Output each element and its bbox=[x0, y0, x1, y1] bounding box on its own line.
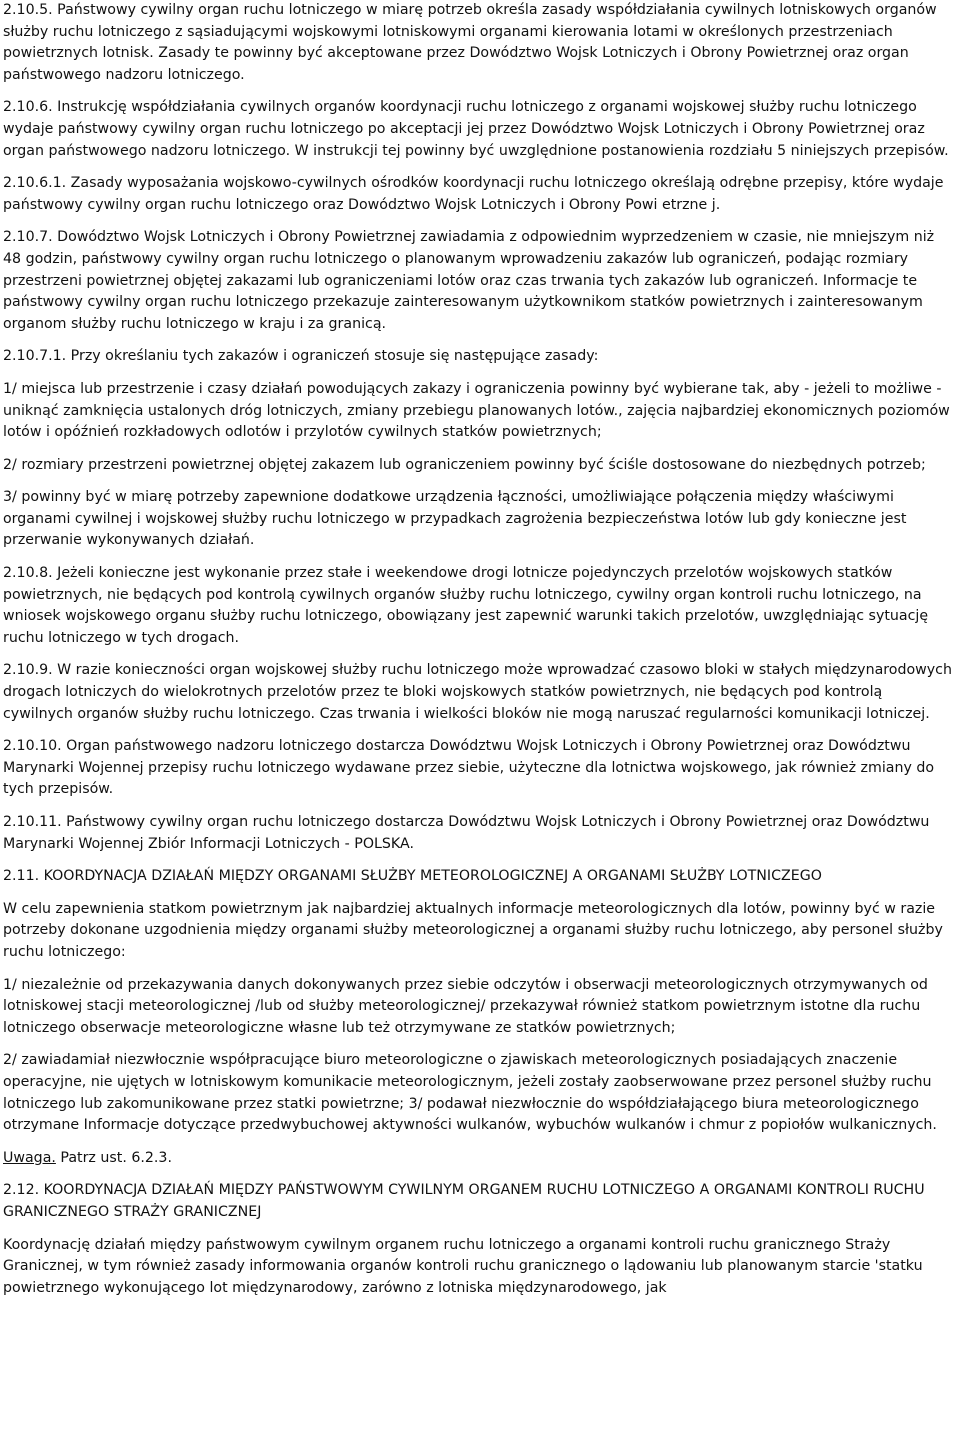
section-2-12-body: Koordynację działań między państwowym cywilnym organem ruchu lotniczego a organami kontroli ruchu granicznego Straży Granicznej, w tym również zasady informowania organów kontroli ruchu granicznego o lądowaniu lub planowanym starcie 'statku powietrznego wykonującego lot międzynarodowy, zarówno z lotniska międzynarodowego, jak bbox=[3, 1236, 923, 1296]
meteo-item-2: 2/ zawiadamiał niezwłocznie współpracujące biuro meteorologiczne o zjawiskach meteorologicznych posiadających znaczenie operacyjne, nie ujętych w lotniskowym komunikacie meteorologicznym, jeżeli zostały zaobserwowane przez personel służby ruchu lotniczego lub zakomunikowane przez statki powietrzne; 3/ podawał niezwłocznie do współdziałającego biura meteorologicznego otrzymane Informacje dotyczące przedwybuchowej aktywności wulkanów, wybuchów wulkanów i chmur z popiołów wulkanicznych. bbox=[3, 1052, 937, 1134]
rule-item-3: 3/ powinny być w miarę potrzeby zapewnione dodatkowe urządzenia łączności, umożliwiające połączenia między właściwymi organami cywilnej i wojskowej służby ruchu lotniczego w przypadkach zagrożenia bezpieczeństwa lotów lub gdy konieczne jest przerwanie wykonywanych działań. bbox=[3, 489, 907, 549]
note-paragraph bbox=[3, 1148, 954, 1170]
section-2-12-heading: 2.12. KOORDYNACJA DZIAŁAŃ MIĘDZY PAŃSTWOWYM CYWILNYM ORGANEM RUCHU LOTNICZEGO A ORGANAMI KONTROLI RUCHU GRANICZNEGO STRAŻY GRANICZNEJ bbox=[3, 1182, 925, 1220]
section-2-10-7: 2.10.7. Dowództwo Wojsk Lotniczych i Obrony Powietrznej zawiadamia z odpowiednim wyprzedzeniem w czasie, nie mniejszym niż 48 godzin, państwowy cywilny organ ruchu lotniczego o planowanym wprowadzeniu zakazów lub ograniczeń, podając rozmiary przestrzeni powietrznej objętej zakazami lub ograniczeniami lotów oraz czas trwania tych zakazów lub ograniczeń. Informacje te państwowy cywilny organ ruchu lotniczego przekazuje zainteresowanym użytkownikom statków powietrznych i zainteresowanym organom służby ruchu lotniczego w kraju i za granicą. bbox=[3, 229, 935, 332]
section-2-10-6-1: 2.10.6.1. Zasady wyposażania wojskowo-cywilnych ośrodków koordynacji ruchu lotniczego określają odrębne przepisy, które wydaje państwowy cywilny organ ruchu lotniczego oraz Dowództwo Wojsk Lotniczych i Obrony Powi etrzne j. bbox=[3, 175, 944, 213]
rule-item-2: 2/ rozmiary przestrzeni powietrznej objętej zakazem lub ograniczeniem powinny być ściśle dostosowane do niezbędnych potrzeb; bbox=[3, 456, 926, 473]
section-2-11-intro: W celu zapewnienia statkom powietrznym jak najbardziej aktualnych informacje meteorologicznych dla lotów, powinny być w razie potrzeby dokonane uzgodnienia między organami służby meteorologicznej a organami służby ruchu lotniczego, aby personel służby ruchu lotniczego: bbox=[3, 900, 943, 960]
section-2-10-6: 2.10.6. Instrukcję współdziałania cywilnych organów koordynacji ruchu lotniczego z organami wojskowej służby ruchu lotniczego wydaje państwowy cywilny organ ruchu lotniczego po akceptacji jej przez Dowództwo Wojsk Lotniczych i Obrony Powietrznej oraz organ państwowego nadzoru lotniczego. W instrukcji tej powinny być uwzględnione postanowienia rozdziału 5 niniejszych przepisów. bbox=[3, 99, 949, 159]
section-2-10-8: 2.10.8. Jeżeli konieczne jest wykonanie przez stałe i weekendowe drogi lotnicze pojedynczych przelotów wojskowych statków powietrznych, nie będących pod kontrolą cywilnych organów służby ruchu lotniczego, cywilny organ kontroli ruchu lotniczego, na wniosek wojskowego organu służby ruchu lotniczego, obowiązany jest zapewnić warunki takich przelotów, uwzględniając sytuację ruchu lotniczego w tych drogach. bbox=[3, 565, 929, 646]
section-2-10-11: 2.10.11. Państwowy cywilny organ ruchu lotniczego dostarcza Dowództwu Wojsk Lotniczych i Obrony Powietrznej oraz Dowództwu Marynarki Wojennej Zbiór Informacji Lotniczych - POLSKA. bbox=[3, 814, 930, 852]
section-2-10-7-1: 2.10.7.1. Przy określaniu tych zakazów i ograniczeń stosuje się następujące zasady: bbox=[3, 348, 599, 365]
section-2-10-10: 2.10.10. Organ państwowego nadzoru lotniczego dostarcza Dowództwu Wojsk Lotniczych i Obrony Powietrznej oraz Dowództwu Marynarki Wojennej przepisy ruchu lotniczego wydawane przez siebie, użyteczne dla lotnictwa wojskowego, jak również zmiany do tych przepisów. bbox=[3, 738, 935, 798]
note-label: Uwaga. bbox=[3, 1149, 56, 1166]
section-2-10-5: 2.10.5. Państwowy cywilny organ ruchu lotniczego w miarę potrzeb określa zasady współdziałania cywilnych lotniskowych organów służby ruchu lotniczego z sąsiadującymi wojskowymi lotniskowymi organami kierowania lotami w określonych przestrzeniach powietrznych lotnisk. Zasady te powinny być akceptowane przez Dowództwo Wojsk Lotniczych i Obrony Powietrznej oraz organ państwowego nadzoru lotniczego. bbox=[3, 2, 937, 83]
note-text: Patrz ust. 6.2.3. bbox=[55, 1149, 172, 1166]
meteo-item-1: 1/ niezależnie od przekazywania danych dokonywanych przez siebie odczytów i obserwacji meteorologicznych otrzymywanych od lotniskowej stacji meteorologicznej /lub od służby meteorologicznej/ przekazywał również statkom powietrznym istotne dla ruchu lotniczego obserwacje meteorologiczne własne lub też otrzymywane ze statków powietrznych; bbox=[3, 976, 928, 1036]
rule-item-1: 1/ miejsca lub przestrzenie i czasy działań powodujących zakazy i ograniczenia powinny być wybierane tak, aby - jeżeli to możliwe -uniknąć zamknięcia ustalonych dróg lotniczych, zmiany przebiegu planowanych lotów., zajęcia najbardziej ekonomicznych poziomów lotów i opóźnień rozkładowych odlotów i przylotów cywilnych statków powietrznych; bbox=[3, 380, 950, 441]
section-2-10-9: 2.10.9. W razie konieczności organ wojskowej służby ruchu lotniczego może wprowadzać czasowo bloki w stałych międzynarodowych drogach lotniczych do wielokrotnych przelotów przez te bloki wojskowych statków powietrznych, nie będących pod kontrolą cywilnych organów służby ruchu lotniczego. Czas trwania i wielkości bloków nie mogą naruszać regularności komunikacji lotniczej. bbox=[3, 662, 952, 722]
section-2-11-heading: 2.11. KOORDYNACJA DZIAŁAŃ MIĘDZY ORGANAMI SŁUŻBY METEOROLOGICZNEJ A ORGANAMI SŁUŻBY LOTNICZEGO bbox=[3, 868, 822, 885]
